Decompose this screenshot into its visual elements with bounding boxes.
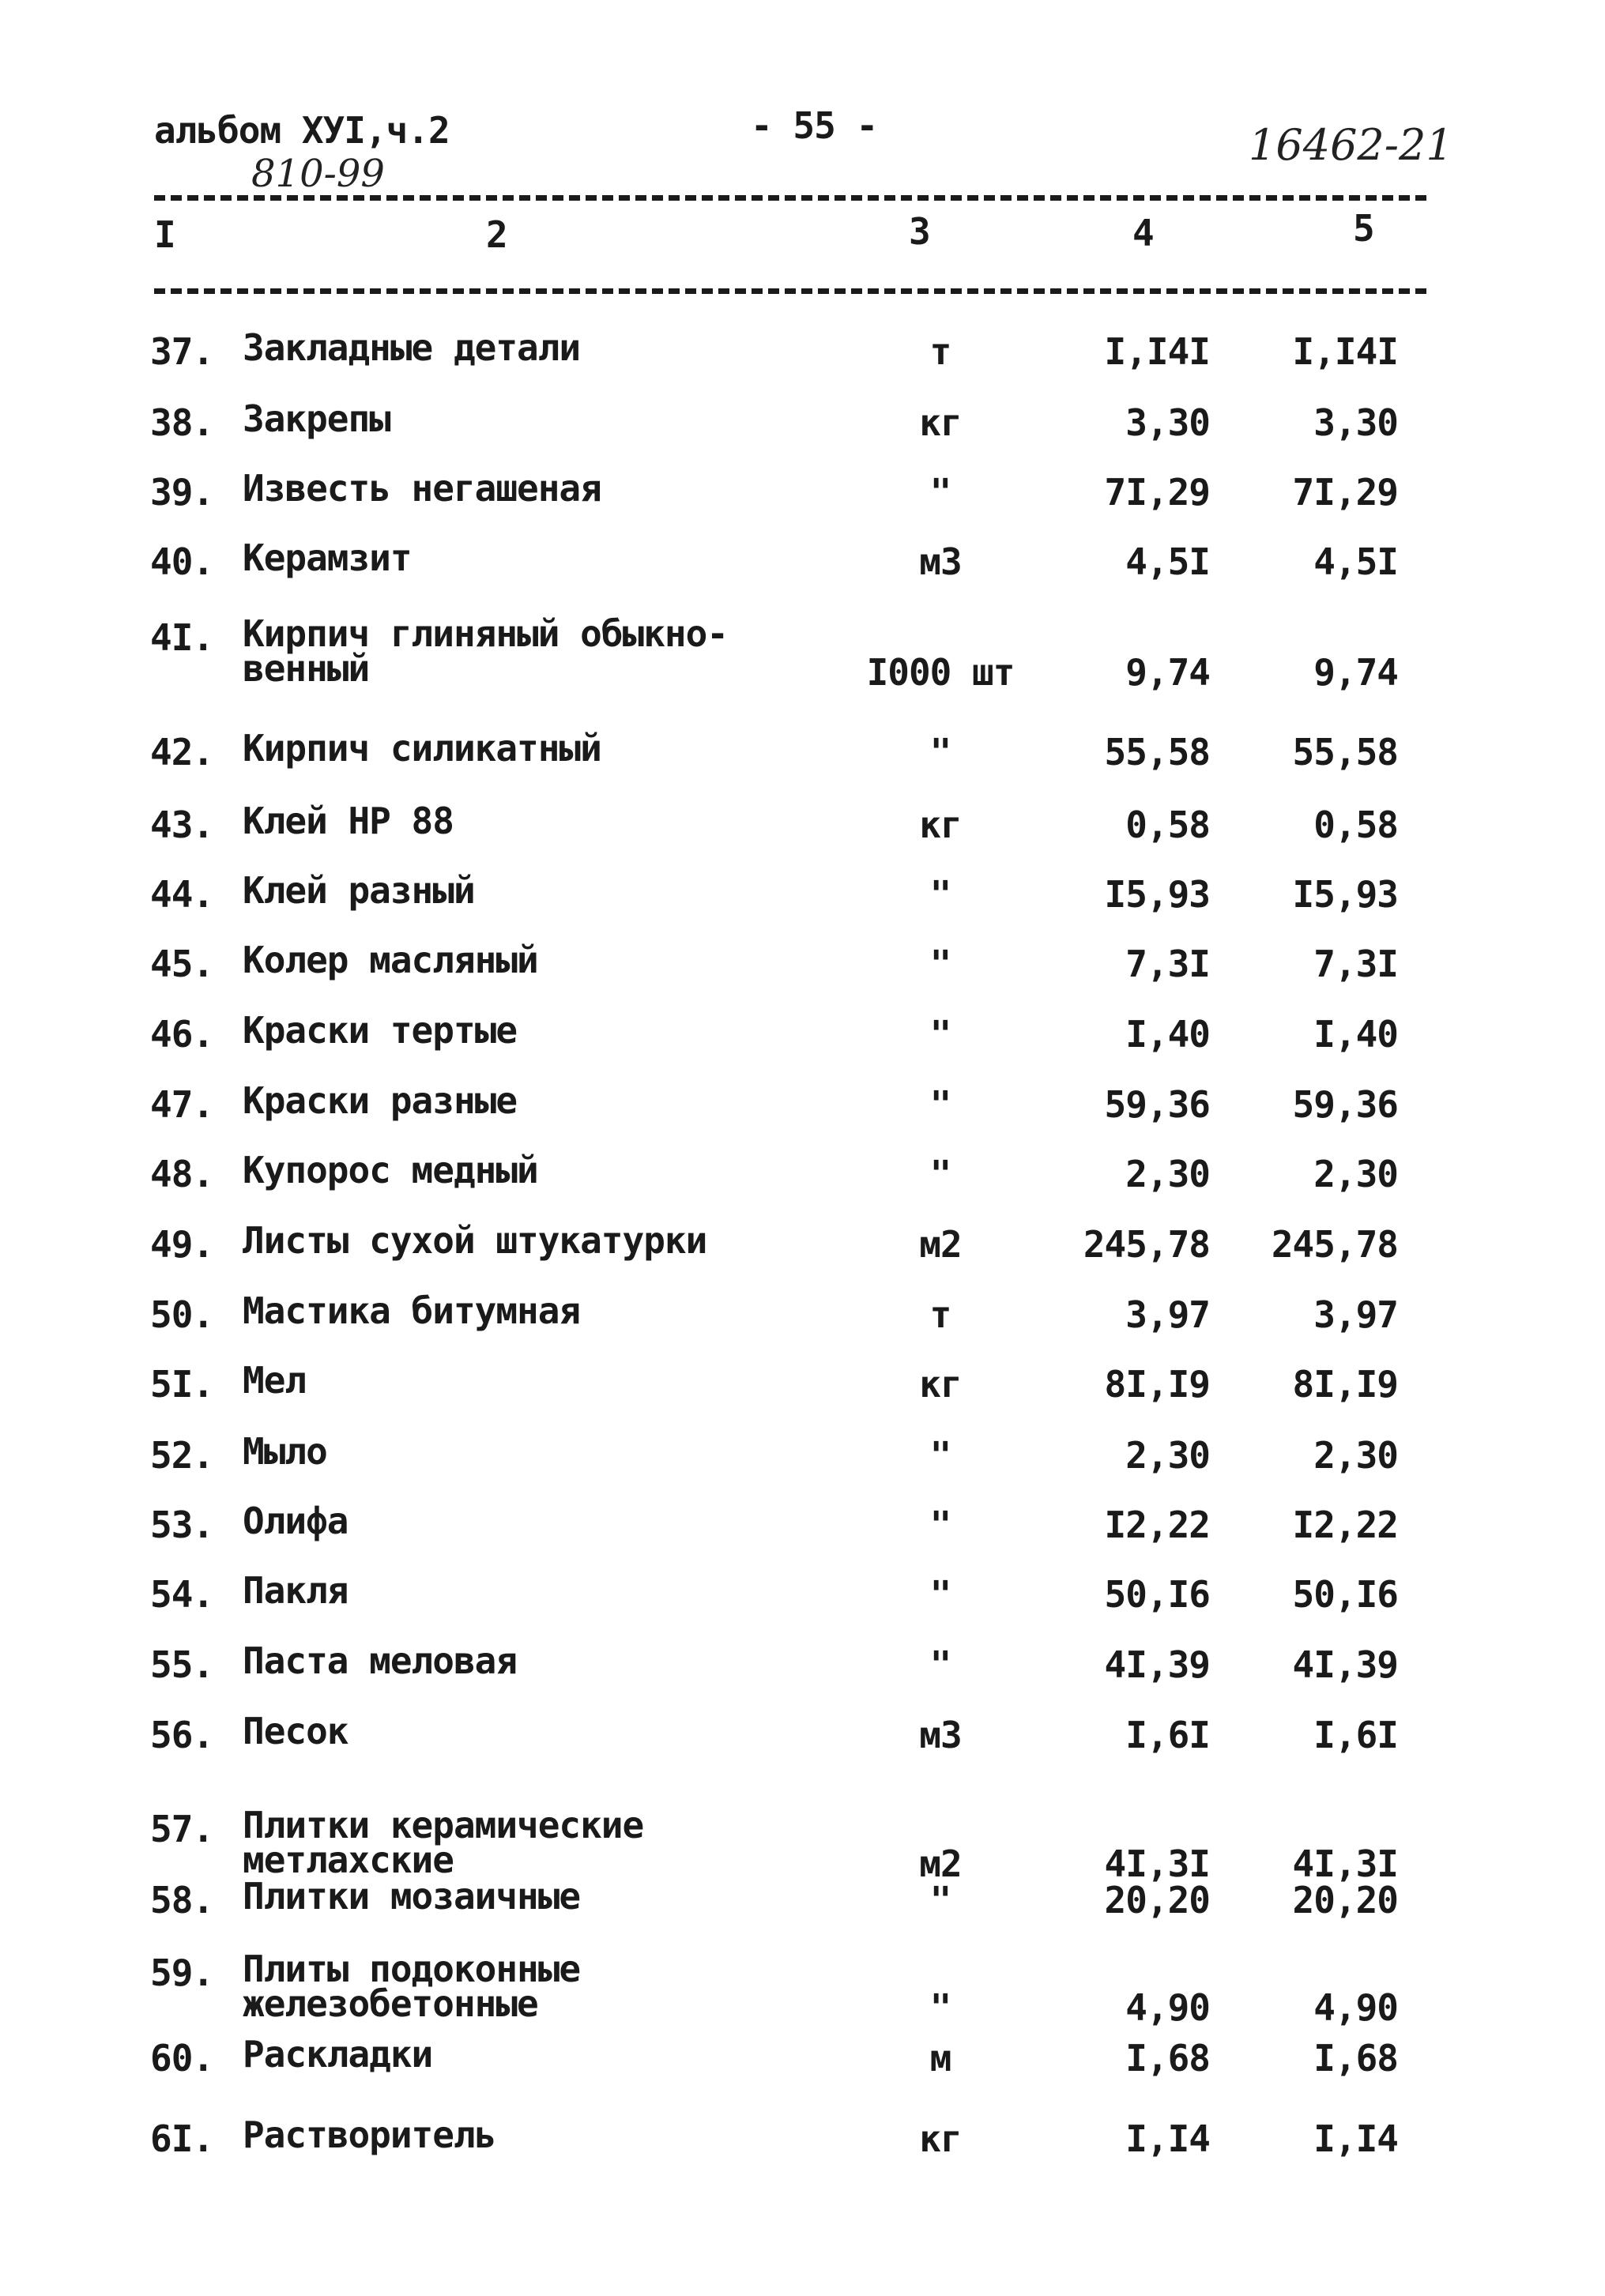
row-number: 47. [150,1083,214,1126]
row-number: 6I. [150,2117,214,2160]
row-number: 60. [150,2037,214,2080]
material-name: Купорос медный [243,1149,538,1191]
row-number: 39. [150,471,214,514]
unit-of-measure: т [929,330,951,373]
unit-of-measure: " [929,1643,951,1686]
quantity-column-4: I,I4 [1125,2117,1210,2160]
unit-of-measure: " [929,1504,951,1546]
quantity-column-4: 3,30 [1125,401,1210,444]
quantity-column-5: 4I,39 [1292,1643,1398,1686]
material-name: Известь негашеная [243,467,601,510]
unit-of-measure: " [929,873,951,916]
row-number: 5I. [150,1363,214,1406]
quantity-column-5: 245,78 [1271,1223,1398,1266]
unit-of-measure: I000 шт [866,651,1015,694]
row-number: 40. [150,540,214,583]
unit-of-measure: " [929,1434,951,1477]
material-name: Кирпич глиняный обыкно- венный [243,612,728,690]
quantity-column-4: 8I,I9 [1104,1363,1210,1406]
document-number: 16462-21 [1249,120,1453,170]
quantity-column-4: 55,58 [1104,731,1210,773]
material-name: Раскладки [243,2033,433,2076]
quantity-column-5: 50,I6 [1292,1573,1398,1616]
quantity-column-5: 59,36 [1292,1083,1398,1126]
quantity-column-4: 2,30 [1125,1153,1210,1195]
material-name: Закрепы [243,397,390,440]
material-name: Краски тертые [243,1009,518,1052]
quantity-column-4: 245,78 [1083,1223,1210,1266]
quantity-column-5: 55,58 [1292,731,1398,773]
quantity-column-5: I,68 [1313,2037,1398,2080]
row-number: 49. [150,1223,214,1266]
row-number: 59. [150,1952,214,1994]
quantity-column-5: I,40 [1313,1013,1398,1056]
quantity-column-5: 2,30 [1313,1434,1398,1477]
row-number: 53. [150,1504,214,1546]
row-number: 55. [150,1643,214,1686]
quantity-column-4: 2,30 [1125,1434,1210,1477]
quantity-column-5: I2,22 [1292,1504,1398,1546]
quantity-column-4: 59,36 [1104,1083,1210,1126]
unit-of-measure: " [929,731,951,773]
quantity-column-4: I,68 [1125,2037,1210,2080]
material-name: Паста меловая [243,1639,518,1682]
quantity-column-4: 50,I6 [1104,1573,1210,1616]
page-number: - 55 - [751,104,878,147]
quantity-column-5: 9,74 [1313,651,1398,694]
album-label: альбом ХУІ,ч.2 [154,109,450,152]
unit-of-measure: т [929,1293,951,1336]
unit-of-measure: " [929,1879,951,1921]
unit-of-measure: " [929,1573,951,1616]
material-name: Мастика битумная [243,1289,581,1332]
unit-of-measure: " [929,1986,951,2029]
quantity-column-4: I,I4I [1104,330,1210,373]
quantity-column-5: 8I,I9 [1292,1363,1398,1406]
column-header-5: 5 [1353,207,1374,250]
row-number: 46. [150,1013,214,1056]
unit-of-measure: " [929,1083,951,1126]
row-number: 43. [150,804,214,846]
unit-of-measure: кг [919,2117,962,2160]
column-header-3: 3 [909,210,930,253]
quantity-column-4: I5,93 [1104,873,1210,916]
material-name: Керамзит [243,536,412,579]
material-name: Клей разный [243,869,475,912]
material-name: Закладные детали [243,326,581,369]
quantity-column-4: 20,20 [1104,1879,1210,1921]
material-name: Плиты подоконные железобетонные [243,1948,581,2025]
material-name: Краски разные [243,1079,518,1122]
column-header-4: 4 [1132,212,1154,254]
album-number: 810-99 [251,152,385,196]
quantity-column-5: 20,20 [1292,1879,1398,1921]
unit-of-measure: " [929,1153,951,1195]
quantity-column-4: 7I,29 [1104,471,1210,514]
material-name: Мел [243,1359,307,1402]
quantity-column-4: 9,74 [1125,651,1210,694]
material-name: Мыло [243,1430,327,1473]
material-name: Кирпич силикатный [243,727,601,770]
row-number: 4I. [150,616,214,659]
quantity-column-5: 7I,29 [1292,471,1398,514]
quantity-column-5: 4,90 [1313,1986,1398,2029]
material-name: Олифа [243,1500,349,1542]
quantity-column-4: I2,22 [1104,1504,1210,1546]
material-name: Растворитель [243,2113,496,2156]
quantity-column-4: 4,5I [1125,540,1210,583]
quantity-column-5: I,I4I [1292,330,1398,373]
unit-of-measure: " [929,1013,951,1056]
quantity-column-4: 4,90 [1125,1986,1210,2029]
material-name: Плитки керамические метлахские [243,1804,644,1881]
column-header-1: I [154,213,175,256]
quantity-column-5: I,I4 [1313,2117,1398,2160]
unit-of-measure: " [929,471,951,514]
row-number: 37. [150,330,214,373]
unit-of-measure: " [929,943,951,985]
quantity-column-4: 7,3I [1125,943,1210,985]
material-name: Пакля [243,1569,349,1612]
quantity-column-4: 4I,39 [1104,1643,1210,1686]
quantity-column-4: I,6I [1125,1714,1210,1756]
quantity-column-4: I,40 [1125,1013,1210,1056]
quantity-column-4: 3,97 [1125,1293,1210,1336]
row-number: 56. [150,1714,214,1756]
row-number: 38. [150,401,214,444]
quantity-column-5: 4I,3I [1292,1842,1398,1885]
row-number: 54. [150,1573,214,1616]
quantity-column-5: I5,93 [1292,873,1398,916]
unit-of-measure: кг [919,401,962,444]
unit-of-measure: кг [919,1363,962,1406]
row-number: 58. [150,1879,214,1921]
row-number: 48. [150,1153,214,1195]
row-number: 50. [150,1293,214,1336]
quantity-column-5: 2,30 [1313,1153,1398,1195]
quantity-column-5: I,6I [1313,1714,1398,1756]
quantity-column-5: 7,3I [1313,943,1398,985]
row-number: 45. [150,943,214,985]
unit-of-measure: м3 [919,540,962,583]
column-header-2: 2 [486,213,507,256]
row-number: 57. [150,1808,214,1850]
material-name: Листы сухой штукатурки [243,1219,707,1262]
unit-of-measure: м2 [919,1223,962,1266]
material-name: Плитки мозаичные [243,1875,581,1918]
quantity-column-5: 3,97 [1313,1293,1398,1336]
material-name: Клей НР 88 [243,800,454,842]
unit-of-measure: м2 [919,1842,962,1885]
quantity-column-5: 3,30 [1313,401,1398,444]
unit-of-measure: м [929,2037,951,2080]
quantity-column-5: 0,58 [1313,804,1398,846]
material-name: Песок [243,1710,349,1752]
unit-of-measure: м3 [919,1714,962,1756]
row-number: 42. [150,731,214,773]
row-number: 52. [150,1434,214,1477]
unit-of-measure: кг [919,804,962,846]
quantity-column-5: 4,5I [1313,540,1398,583]
row-number: 44. [150,873,214,916]
quantity-column-4: 4I,3I [1104,1842,1210,1885]
quantity-column-4: 0,58 [1125,804,1210,846]
material-name: Колер масляный [243,939,538,981]
